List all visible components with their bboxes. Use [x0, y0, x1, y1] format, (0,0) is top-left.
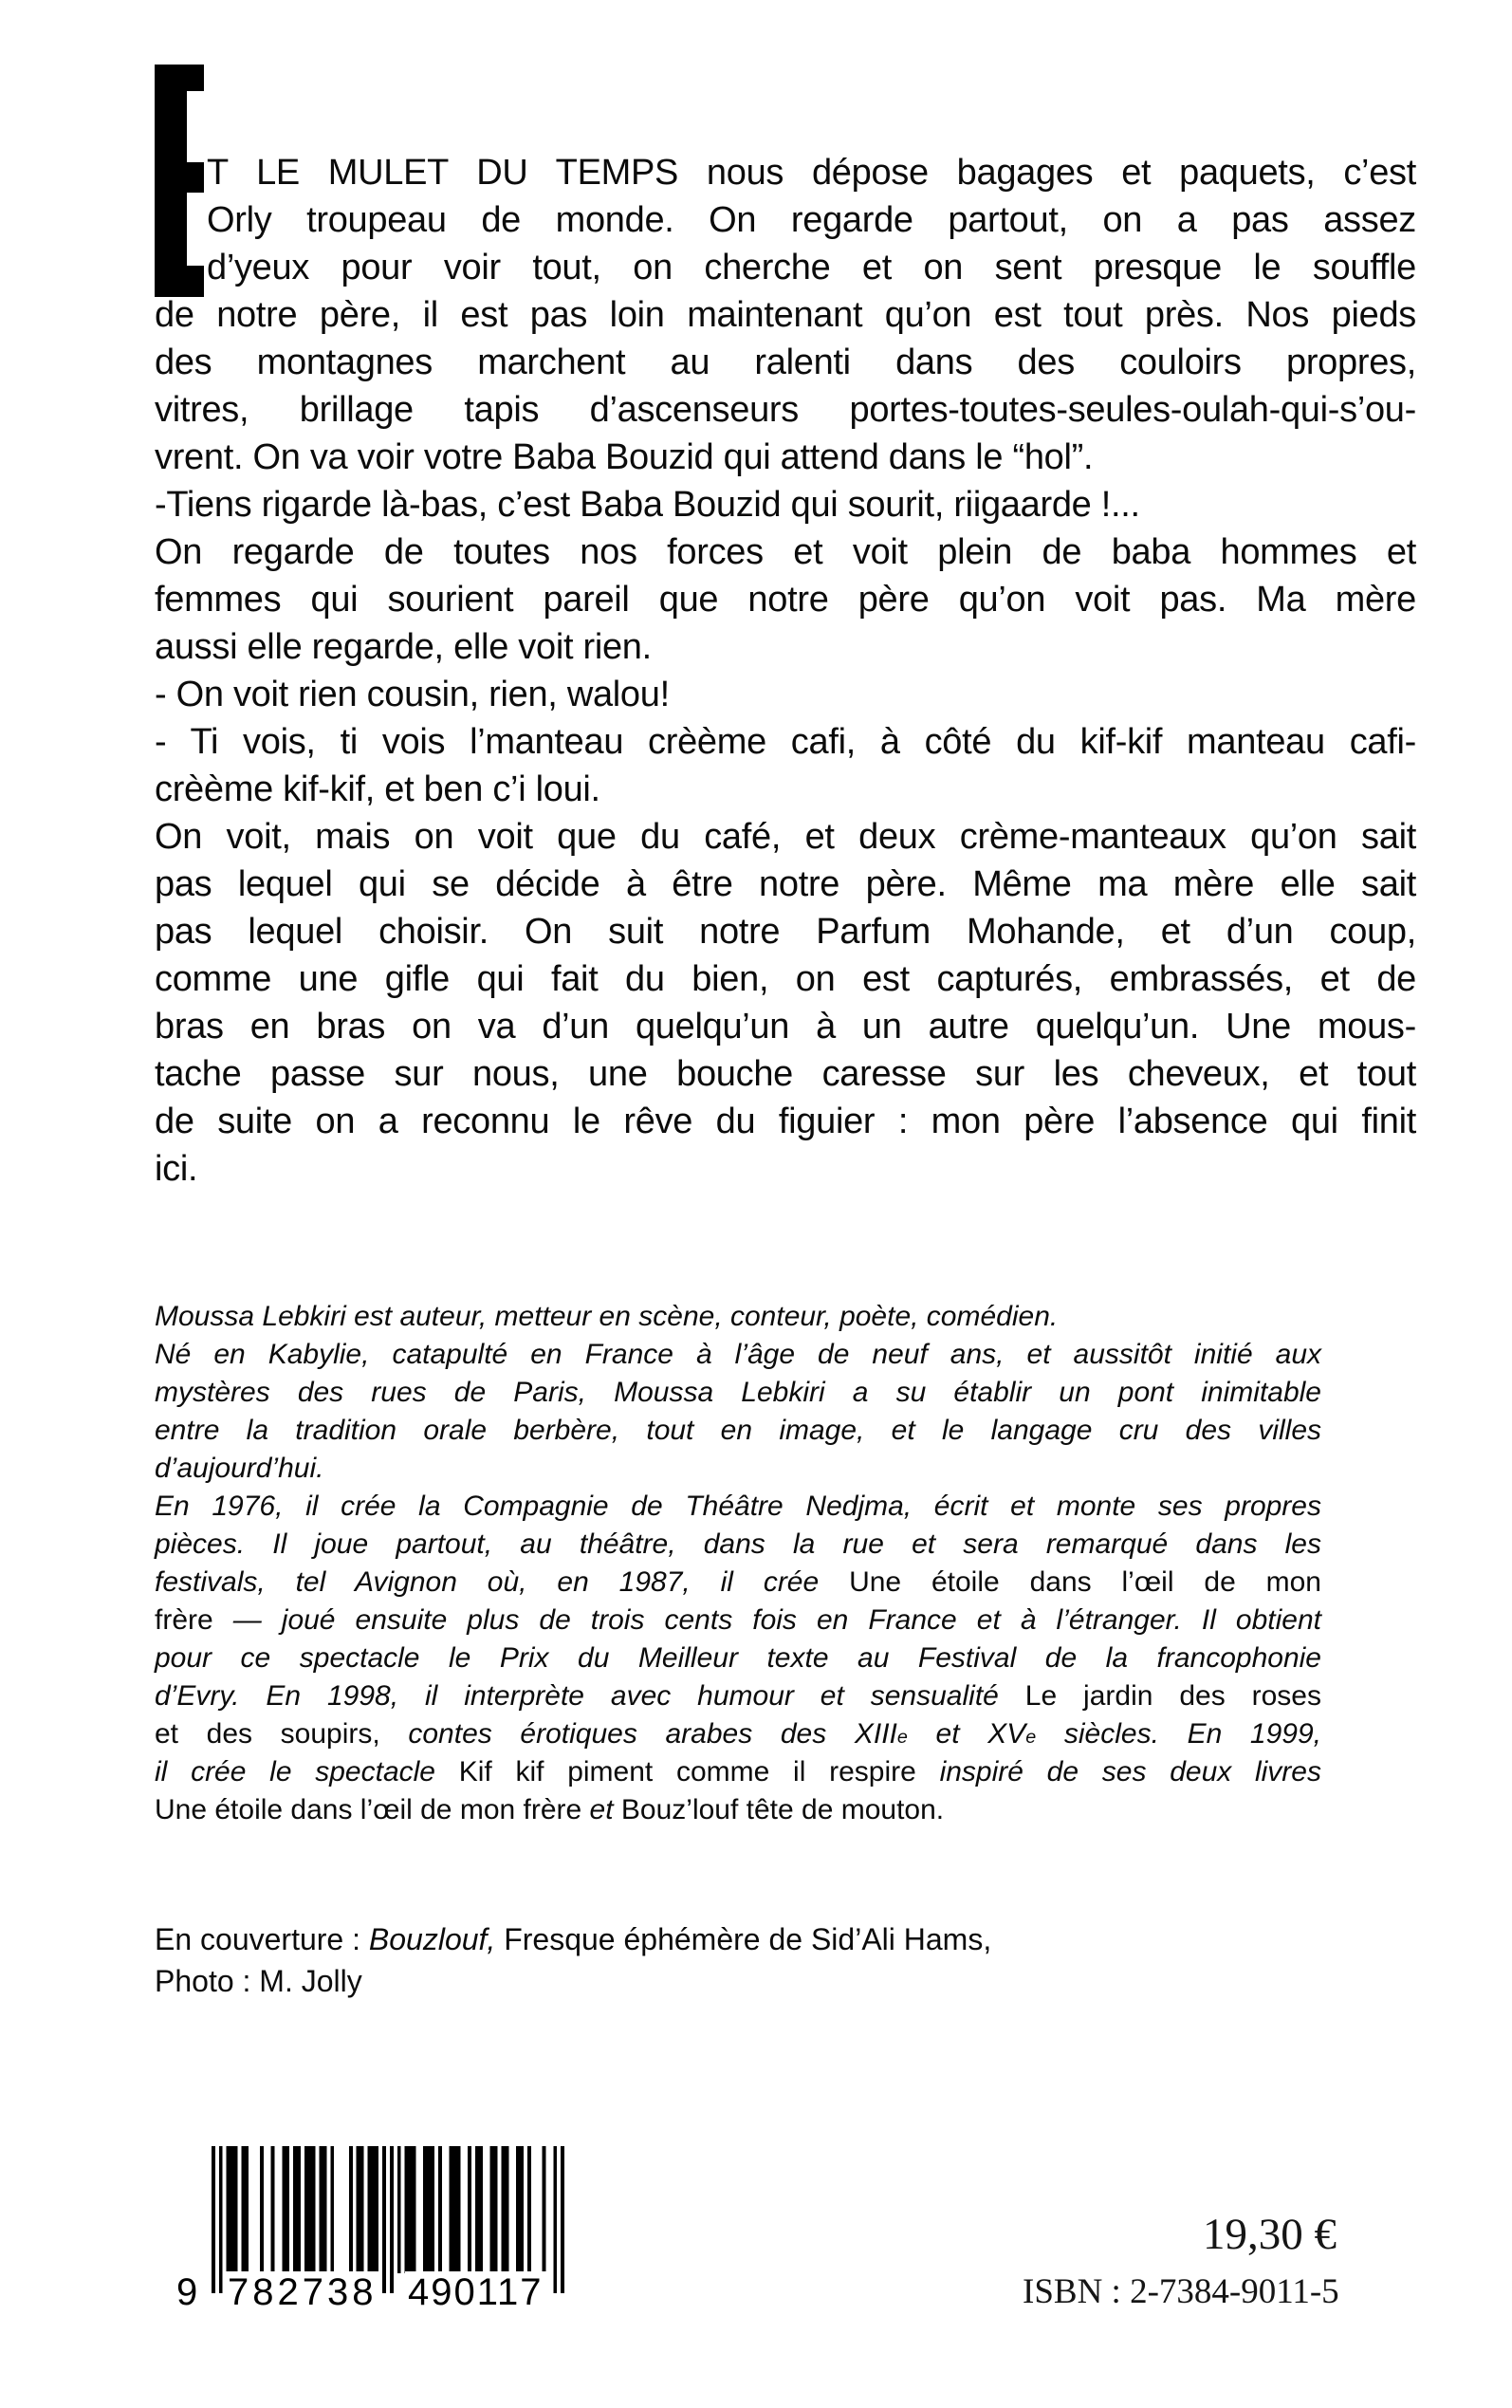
- text-run: frère: [155, 1604, 233, 1636]
- text-run: Fresque éphémère de Sid’Ali Hams,: [495, 1922, 992, 1956]
- text-line: [155, 861, 1416, 908]
- text-run: d’Evry. En 1998, il interprète avec humour et sensualité: [155, 1680, 1025, 1712]
- text-run: siècles. En 1999,: [1036, 1718, 1321, 1750]
- text-line: [155, 955, 1416, 1003]
- barcode: [176, 2146, 564, 2313]
- text-line: [155, 1526, 1321, 1564]
- text-run: contes érotiques arabes des XIII: [408, 1718, 897, 1750]
- drop-cap-arm-top: [155, 65, 204, 91]
- text-line: [155, 528, 1416, 576]
- text-run: vitres, brillage tapis d’ascenseurs portes-toutes-seules-oulah-qui-s’ou-: [155, 390, 1416, 430]
- text-line: [155, 766, 1416, 813]
- text-line: [155, 671, 1416, 718]
- text-run: - On voit rien cousin, rien, walou!: [155, 675, 670, 714]
- text-line: [155, 434, 1416, 481]
- text-run: des montagnes marchent au ralenti dans des couloirs propres,: [155, 343, 1416, 382]
- text-run: Une étoile dans l’œil de mon frère: [155, 1794, 590, 1825]
- text-line: [155, 244, 1416, 291]
- text-line: [155, 1488, 1321, 1526]
- text-line: [155, 1791, 1321, 1829]
- text-line: [155, 1960, 1245, 2002]
- text-run: et des soupirs,: [155, 1718, 409, 1750]
- text-line: [155, 576, 1416, 623]
- text-line: [155, 1450, 1321, 1488]
- text-run: pour ce spectacle le Prix du Meilleur texte au Festival de la francophonie: [155, 1642, 1321, 1674]
- text-run: de notre père, il est pas loin maintenant qu’on est tout près. Nos pieds: [155, 295, 1416, 335]
- text-line: [155, 1715, 1321, 1753]
- text-run: -Tiens rigarde là-bas, c’est Baba Bouzid qui sourit, riigaarde !...: [155, 485, 1140, 525]
- text-run: de suite on a reconnu le rêve du figuier : mon père l’absence qui finit: [155, 1102, 1416, 1141]
- text-line: [155, 1918, 1245, 1960]
- price-label: 19,30 €: [1203, 2210, 1337, 2259]
- text-run: - Ti vois, ti vois l’manteau crèème cafi, à côté du kif-kif manteau cafi-: [155, 722, 1416, 762]
- text-run: Une étoile dans l’œil de mon: [849, 1566, 1321, 1598]
- text-run: Orly troupeau de monde. On regarde partout, on a pas assez: [207, 200, 1416, 240]
- text-run: tache passe sur nous, une bouche caresse sur les cheveux, et tout: [155, 1054, 1416, 1094]
- text-run: Moussa Lebkiri est auteur, metteur en scène, conteur, poète, comédien.: [155, 1301, 1059, 1332]
- text-line: [155, 386, 1416, 434]
- text-run: T LE MULET DU TEMPS nous dépose bagages et paquets, c’est: [207, 153, 1416, 193]
- text-line: [155, 718, 1416, 766]
- text-run: En couverture :: [155, 1922, 369, 1956]
- text-run: aussi elle regarde, elle voit rien.: [155, 627, 652, 667]
- text-run: entre la tradition orale berbère, tout en image, et le langage cru des villes: [155, 1415, 1321, 1446]
- text-run: e: [1025, 1727, 1037, 1748]
- text-line: [155, 1336, 1321, 1374]
- text-run: crèème kif-kif, et ben c’i loui.: [155, 769, 600, 809]
- text-run: pièces. Il joue partout, au théâtre, dans la rue et sera remarqué dans les: [155, 1528, 1321, 1560]
- text-line: [155, 1003, 1416, 1050]
- text-run: vrent. On va voir votre Baba Bouzid qui attend dans le “hol”.: [155, 437, 1094, 477]
- text-run: festivals, tel Avignon où, en 1987, il crée: [155, 1566, 850, 1598]
- text-run: En 1976, il crée la Compagnie de Théâtre Nedjma, écrit et monte ses propres: [155, 1491, 1321, 1522]
- text-run: e: [896, 1727, 908, 1748]
- text-line: [155, 339, 1416, 386]
- text-run: comme une gifle qui fait du bien, on est capturés, embrassés, et de: [155, 959, 1416, 999]
- text-run: et XV: [907, 1718, 1026, 1750]
- text-run: mystères des rues de Paris, Moussa Lebkiri a su établir un pont inimitable: [155, 1377, 1321, 1408]
- text-run: — joué ensuite plus de trois cents fois en France et à l’étranger. Il obtient: [232, 1604, 1321, 1636]
- text-run: d’yeux pour voir tout, on cherche et on sent presque le souffle: [207, 248, 1416, 287]
- text-run: d’aujourd’hui.: [155, 1453, 324, 1484]
- text-run: inspiré de ses deux livres: [939, 1756, 1321, 1787]
- text-run: Né en Kabylie, catapulté en France à l’âge de neuf ans, et aussitôt initié aux: [155, 1339, 1321, 1370]
- text-line: [155, 1639, 1321, 1677]
- text-line: [155, 291, 1416, 339]
- text-line: [155, 196, 1416, 244]
- text-line: [155, 149, 1416, 196]
- text-run: On voit, mais on voit que du café, et deux crème-manteaux qu’on sait: [155, 817, 1416, 857]
- isbn-label: ISBN : 2-7384-9011-5: [1023, 2272, 1339, 2311]
- text-line: [155, 1374, 1321, 1412]
- text-line: [155, 1098, 1416, 1145]
- text-run: et: [589, 1794, 621, 1825]
- text-line: [155, 813, 1416, 861]
- text-line: [155, 1753, 1321, 1791]
- text-line: [155, 1050, 1416, 1098]
- barcode-left-digits: 782738: [225, 2271, 379, 2313]
- text-run: Bouz’louf tête de mouton.: [620, 1794, 945, 1825]
- text-line: [155, 1602, 1321, 1639]
- text-run: Bouzlouf,: [368, 1922, 496, 1956]
- author-bio: [155, 1298, 1321, 1829]
- text-line: [155, 481, 1416, 528]
- text-line: [155, 1564, 1321, 1602]
- text-line: [155, 623, 1416, 671]
- cover-credit: [155, 1918, 1245, 2002]
- text-run: pas lequel qui se décide à être notre père. Même ma mère elle sait: [155, 864, 1416, 904]
- text-line: [155, 1145, 1416, 1193]
- text-run: Le jardin des roses: [1024, 1680, 1321, 1712]
- text-run: pas lequel choisir. On suit notre Parfum Mohande, et d’un coup,: [155, 912, 1416, 952]
- text-run: ici.: [155, 1149, 198, 1189]
- text-run: Kif kif piment comme il respire: [458, 1756, 940, 1787]
- text-line: [155, 1412, 1321, 1450]
- text-line: [155, 1677, 1321, 1715]
- barcode-first-digit: 9: [174, 2271, 200, 2313]
- text-run: bras en bras on va d’un quelqu’un à un autre quelqu’un. Une mous-: [155, 1007, 1416, 1047]
- narrative-text: [155, 149, 1416, 1193]
- text-run: On regarde de toutes nos forces et voit plein de baba hommes et: [155, 532, 1416, 572]
- barcode-right-digits: 490117: [405, 2271, 546, 2313]
- text-run: il crée le spectacle: [155, 1756, 459, 1787]
- text-line: [155, 908, 1416, 955]
- text-run: Photo : M. Jolly: [155, 1964, 362, 1998]
- text-run: femmes qui sourient pareil que notre père qu’on voit pas. Ma mère: [155, 580, 1416, 620]
- text-line: [155, 1298, 1321, 1336]
